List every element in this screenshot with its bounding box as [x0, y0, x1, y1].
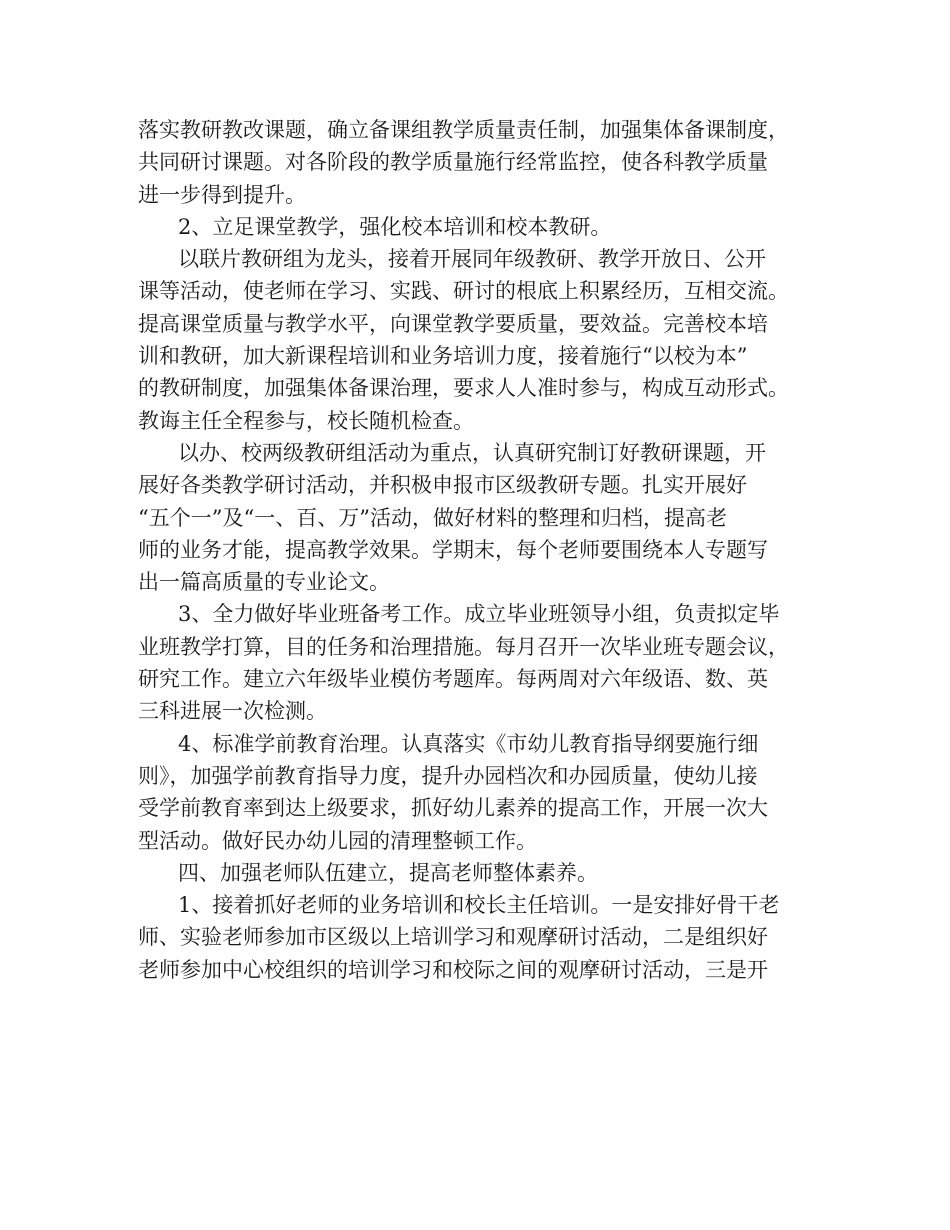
text-line: 展好各类教学研讨活动，并积极申报市区级教研专题。扎实开展好 [138, 473, 747, 498]
text-line: 提高课堂质量与教学水平，向课堂教学要质量，要效益。完善校本培 [138, 311, 768, 336]
document-body [138, 114, 828, 986]
text-line: 教诲主任全程参与，校长随机检查。 [138, 408, 474, 433]
text-line: 老师参加中心校组织的培训学习和校际之间的观摩研讨活动，三是开 [138, 957, 768, 982]
text-line: 课等活动，使老师在学习、实践、研讨的根底上积累经历，互相交流。 [138, 279, 789, 304]
section-heading: 1、接着抓好老师的业务培训和校长主任培训。一是安排好骨干老 [178, 893, 780, 918]
section-heading: 四、加强老师队伍建立，提高老师整体素养。 [178, 860, 598, 885]
text-line: 研究工作。建立六年级毕业模仿考题库。每两周对六年级语、数、英 [138, 667, 768, 692]
text-line: 落实教研教改课题，确立备课组教学质量责任制，加强集体备课制度， [138, 118, 789, 142]
text-line: 训和教研，加大新课程培训和业务培训力度，接着施行“以校为本” [138, 344, 748, 369]
text-line: 共同研讨课题。对各阶段的教学质量施行经常监控，使各科教学质量 [138, 150, 768, 175]
section-heading: 3、全力做好毕业班备考工作。成立毕业班领导小组，负责拟定毕 [178, 602, 780, 627]
text-line: 则》，加强学前教育指导力度，提升办园档次和办园质量，使幼儿接 [138, 763, 758, 788]
text-line: 师的业务才能，提高教学效果。学期末，每个老师要围绕本人专题写 [138, 537, 768, 562]
text-line: 受学前教育率到达上级要求，抓好幼儿素养的提高工作，开展一次大 [138, 796, 768, 821]
text-line: 三科进展一次检测。 [138, 699, 327, 724]
text-line: 型活动。做好民办幼儿园的清理整顿工作。 [138, 828, 537, 853]
text-line: 进一步得到提升。 [138, 182, 306, 207]
section-heading: 2、立足课堂教学，强化校本培训和校本教研。 [178, 214, 612, 239]
text-line: 的教研制度，加强集体备课治理，要求人人准时参与，构成互动形式。 [138, 376, 789, 401]
text-line: “五个一”及“一、百、万”活动，做好材料的整理和归档，提高老 [138, 505, 727, 530]
section-heading: 4、标准学前教育治理。认真落实《市幼儿教育指导纲要施行细 [178, 731, 759, 756]
text-line: 以联片教研组为龙头，接着开展同年级教研、教学开放日、公开 [178, 247, 766, 272]
text-line: 业班教学打算，目的任务和治理措施。每月召开一次毕业班专题会议， [138, 634, 789, 659]
text-line: 师、实验老师参加市区级以上培训学习和观摩研讨活动，二是组织好 [138, 925, 768, 950]
text-line: 以办、校两级教研组活动为重点，认真研究制订好教研课题，开 [178, 440, 766, 465]
text-line: 出一篇高质量的专业论文。 [138, 570, 390, 595]
